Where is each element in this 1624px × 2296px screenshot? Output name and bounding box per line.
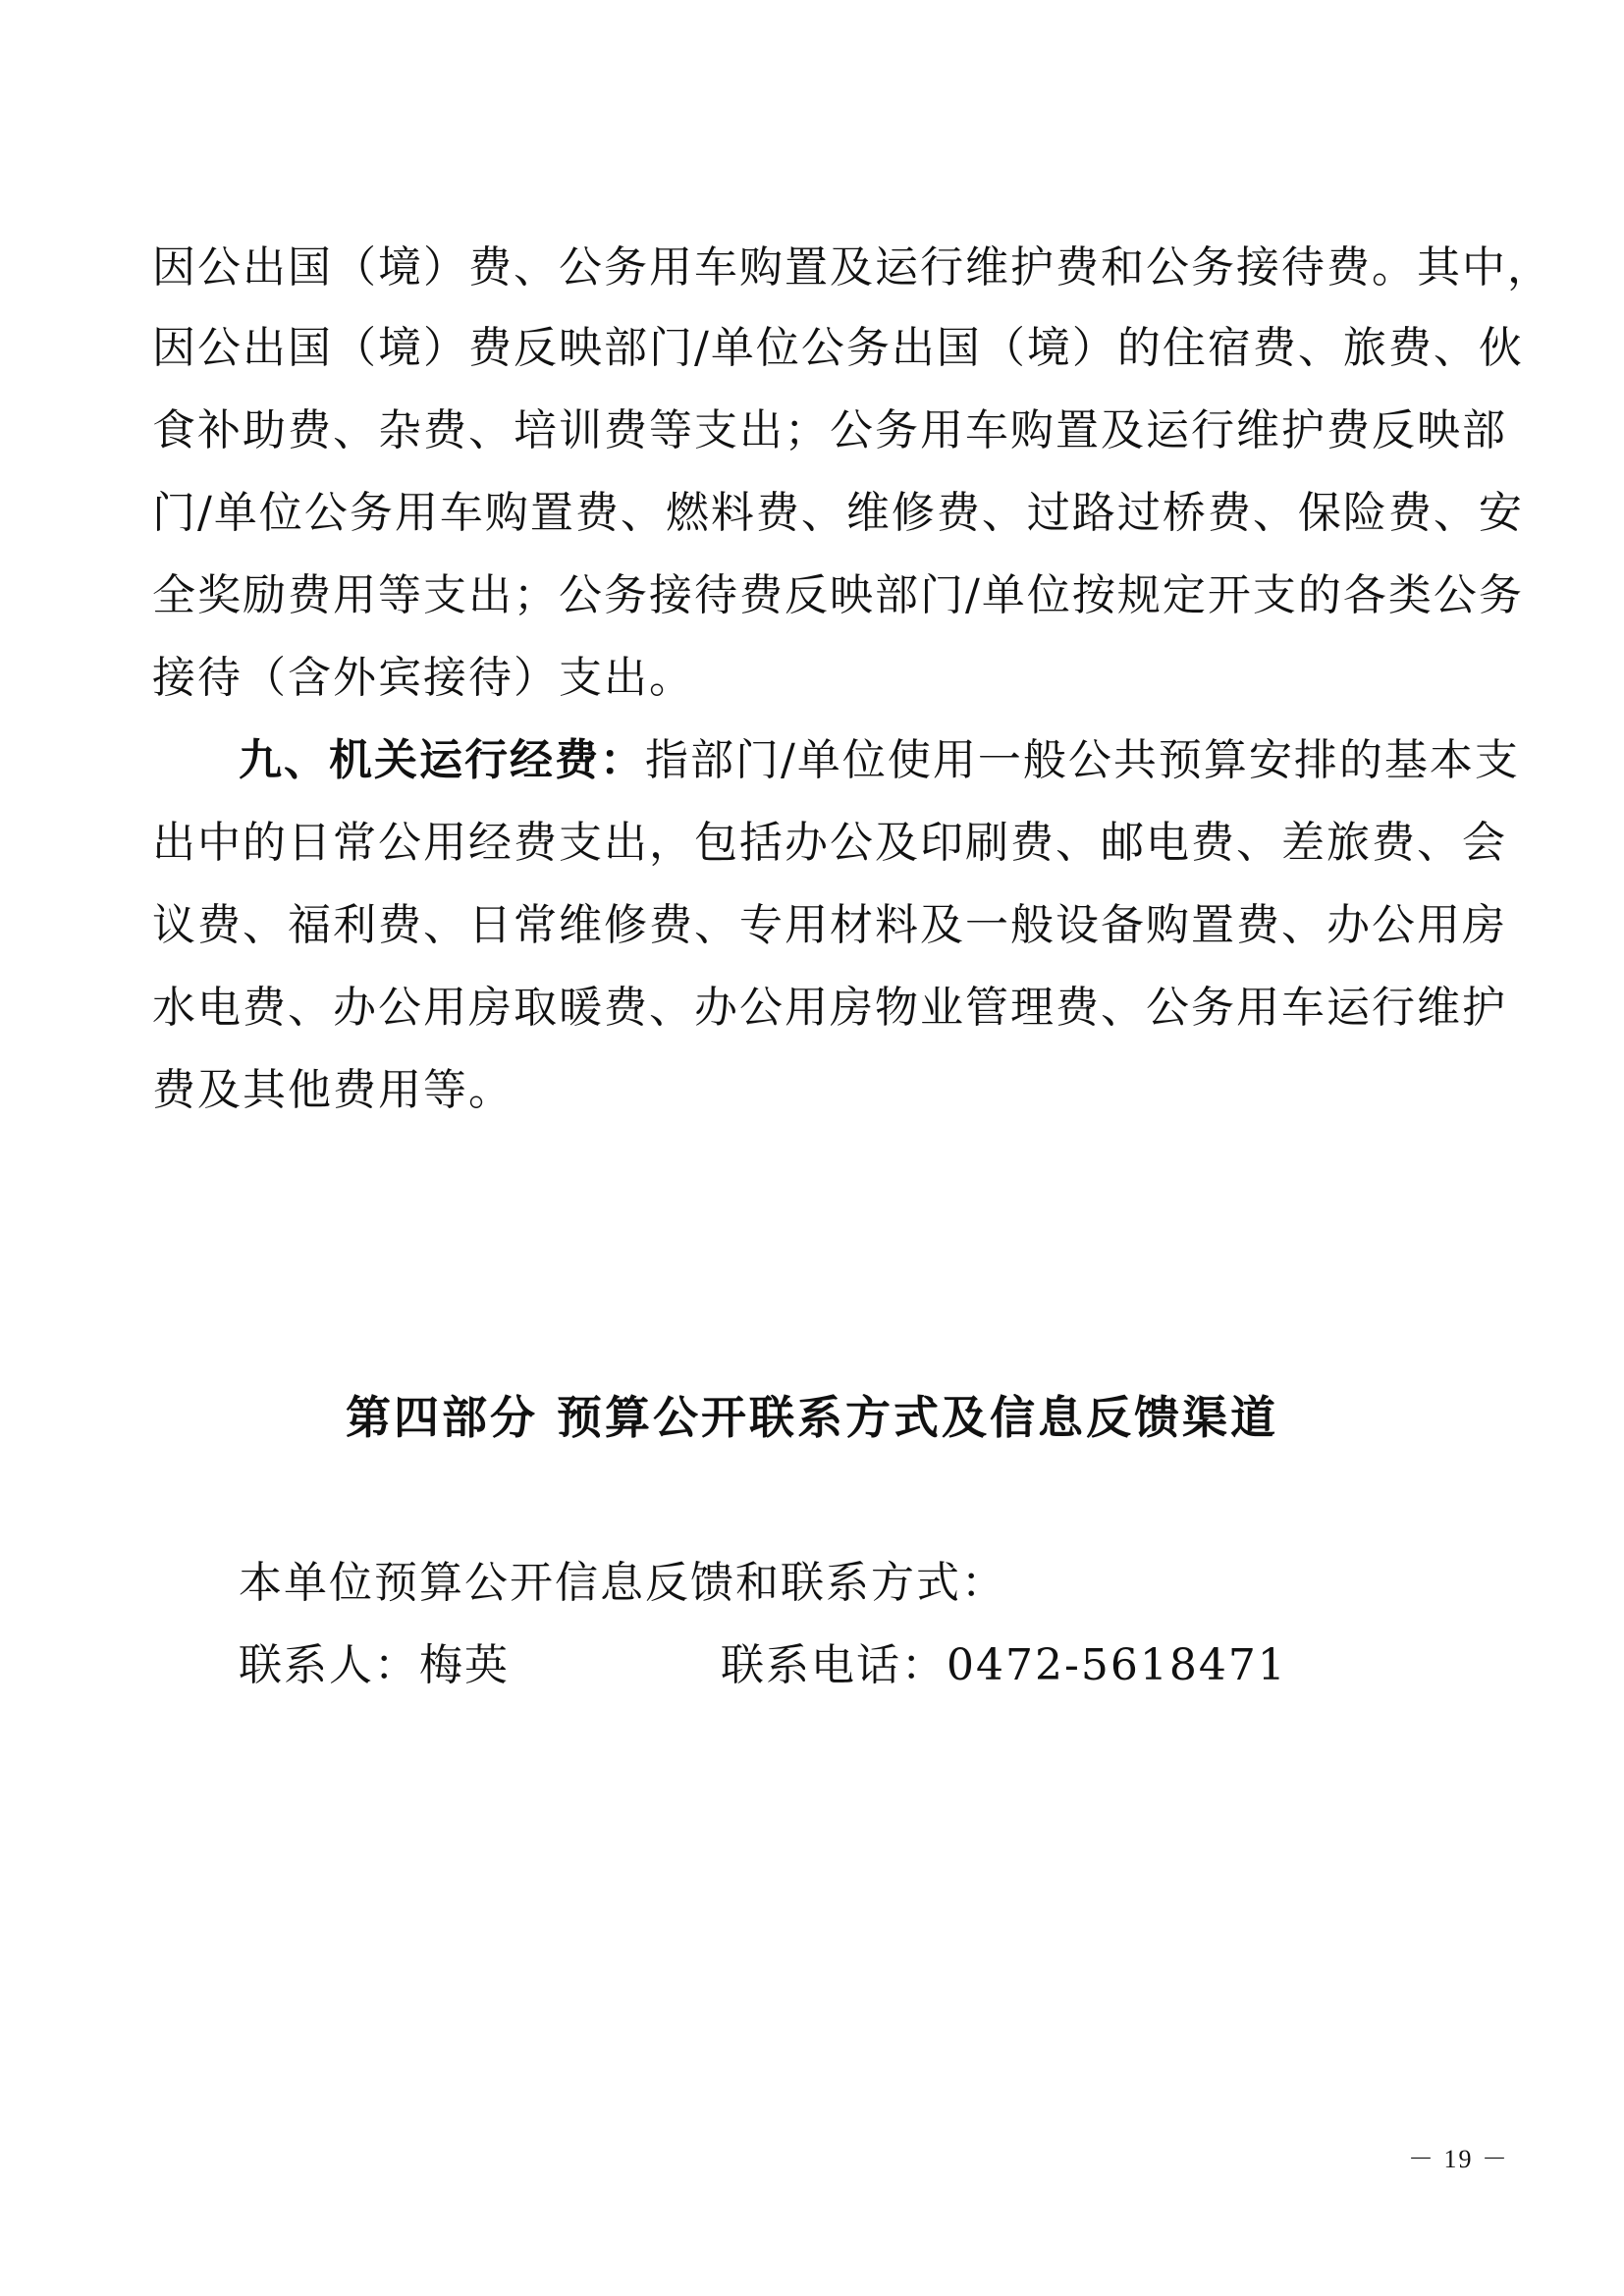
term-label: 九、机关运行经费：	[239, 735, 645, 785]
paragraph-line: 议费、福利费、日常维修费、专用材料及一般设备购置费、办公用房	[152, 900, 1507, 950]
paragraph-line: 水电费、办公用房取暖费、办公用房物业管理费、公务用车运行维护	[152, 983, 1507, 1033]
section-title: 第四部分 预算公开联系方式及信息反馈渠道	[345, 1391, 1278, 1444]
paragraph-line: 因公出国（境）费反映部门/单位公务出国（境）的住宿费、旅费、伙	[152, 323, 1524, 373]
contact-person: 联系人：梅英	[239, 1640, 510, 1690]
paragraph-line: 门/单位公务用车购置费、燃料费、维修费、过路过桥费、保险费、安	[152, 488, 1524, 538]
contact-phone: 联系电话：0472-5618471	[721, 1640, 1287, 1690]
paragraph-line: 食补助费、杂费、培训费等支出；公务用车购置及运行维护费反映部	[152, 405, 1507, 455]
paragraph-line: 费及其他费用等。	[152, 1065, 514, 1115]
paragraph-line: 接待（含外宾接待）支出。	[152, 653, 694, 703]
paragraph-line: 全奖励费用等支出；公务接待费反映部门/单位按规定开支的各类公务	[152, 570, 1524, 620]
paragraph-line: 因公出国（境）费、公务用车购置及运行维护费和公务接待费。其中，	[152, 242, 1552, 293]
term-definition: 指部门/单位使用一般公共预算安排的基本支	[645, 735, 1520, 785]
paragraph-line-with-term	[239, 731, 1520, 790]
page-number: － 19 －	[1408, 2145, 1510, 2173]
paragraph-line: 出中的日常公用经费支出，包括办公及印刷费、邮电费、差旅费、会	[152, 818, 1507, 868]
contact-intro: 本单位预算公开信息反馈和联系方式：	[239, 1558, 1006, 1608]
